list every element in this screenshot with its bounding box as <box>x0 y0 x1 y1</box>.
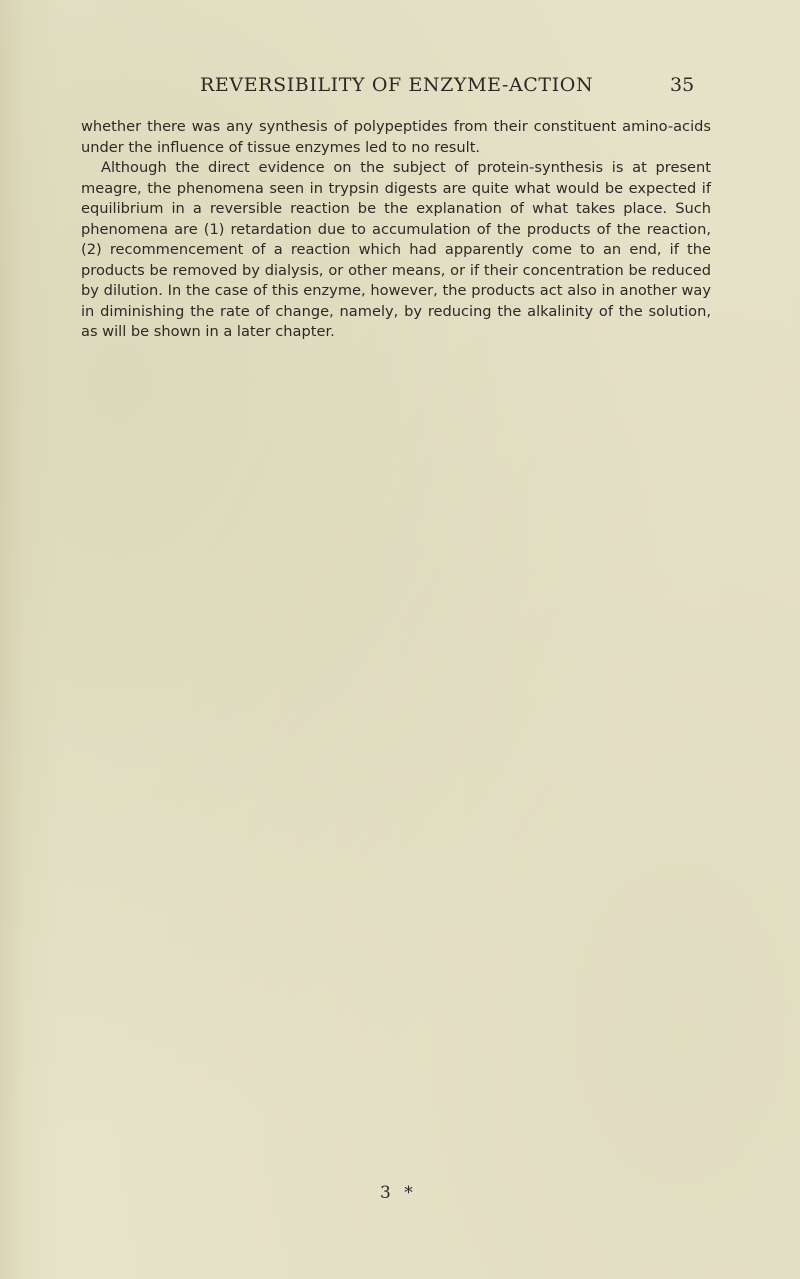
body-text <box>81 117 711 343</box>
running-title: REVERSIBILITY OF ENZYME-ACTION <box>200 74 594 96</box>
running-head <box>0 74 800 104</box>
paragraph-protein-synthesis: Although the direct evidence on the subject of protein-synthesis is at present meagre, the phenomena seen in trypsin digests are quite what would be expected if equilibrium in a reversible reaction be the explanation of what takes place. Such phenomena are (1) retardation due to accumulation of the products of the reaction, (2) recommencement of a reaction which had apparently come to an end, if the products be removed by dialysis, or other means, or if their concentration be reduced by dilution. In the case of this enzyme, however, the products act also in another way in diminishing the rate of change, namely, by reducing the alkalinity of the solution, as will be shown in a later chapter. <box>81 159 711 340</box>
page-number: 35 <box>670 74 695 96</box>
paragraph-continuation: whether there was any synthesis of polypeptides from their constituent amino-acids under the influence of tissue enzymes led to no result. <box>81 118 711 156</box>
signature-mark: 3 * <box>380 1183 417 1203</box>
